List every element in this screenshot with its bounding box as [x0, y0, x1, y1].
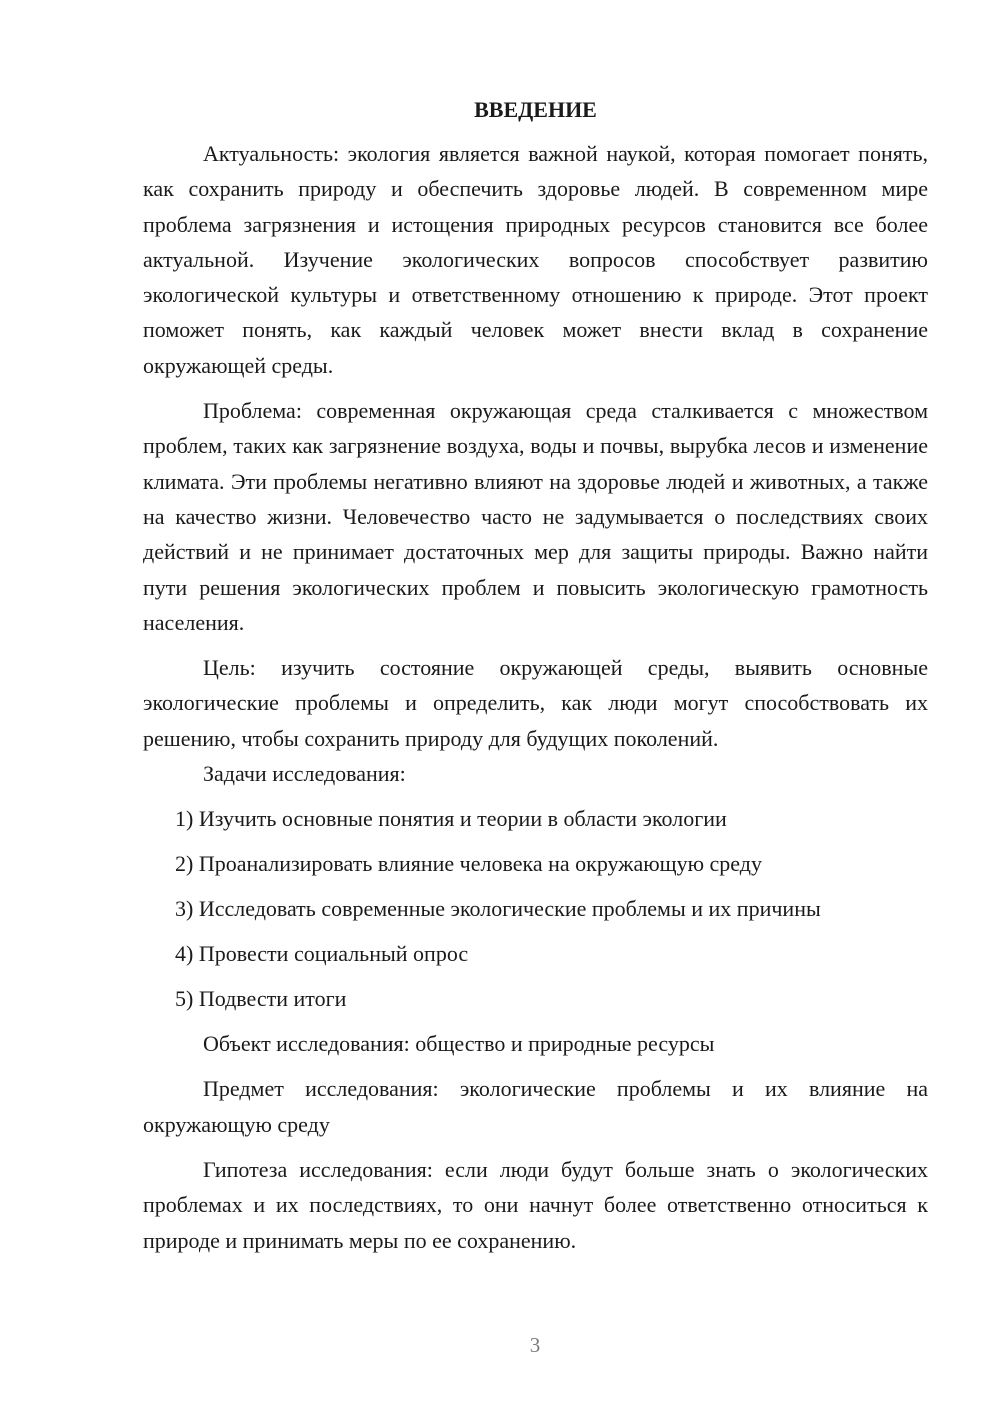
task-item-5: 5) Подвести итоги [175, 986, 347, 1012]
section-title: ВВЕДЕНИЕ [474, 97, 597, 122]
paragraph-problem: Проблема: современная окружающая среда сталкивается с множеством проблем, таких как загрязнение воздуха, воды и почвы, вырубка лесов и изменение климата. Эти проблемы негативно влияют на здоровье людей и животных, а также на качество жизни. Человечество часто не задумывается о последствиях своих действий и не принимает достаточных мер для защиты природы. Важно найти пути решения экологических проблем и повысить экологическую грамотность населения. [143, 398, 928, 635]
task-item-4: 4) Провести социальный опрос [175, 941, 469, 967]
task-item-2: 2) Проанализировать влияние человека на окружающую среду [175, 851, 762, 877]
paragraph-goal: Цель: изучить состояние окружающей среды, выявить основные экологические проблемы и определить, как люди могут способствовать их решению, чтобы сохранить природу для будущих поколений. [143, 655, 928, 751]
paragraph-relevance: Актуальность: экология является важной наукой, которая помогает понять, как сохранить природу и обеспечить здоровье людей. В современном мире проблема загрязнения и истощения природных ресурсов становится все более актуальной. Изучение экологических вопросов способствует развитию экологической культуры и ответственному отношению к природе. Этот проект поможет понять, как каждый человек может внести вклад в сохранение окружающей среды. [143, 141, 928, 378]
document-page [143, 94, 928, 1258]
paragraph-hypothesis: Гипотеза исследования: если люди будут больше знать о экологических проблемах и их последствиях, то они начнут более ответственно относиться к природе и принимать меры по ее сохранению. [143, 1156, 928, 1253]
tasks-heading: Задачи исследования: [203, 761, 406, 787]
paragraph-object: Объект исследования: общество и природные ресурсы [203, 1031, 715, 1057]
page-number: 3 [529, 1333, 541, 1357]
task-item-1: 1) Изучить основные понятия и теории в области экологии [175, 806, 727, 832]
task-item-3: 3) Исследовать современные экологические проблемы и их причины [175, 896, 821, 922]
paragraph-subject: Предмет исследования: экологические проблемы и их влияние на окружающую среду [143, 1076, 928, 1137]
